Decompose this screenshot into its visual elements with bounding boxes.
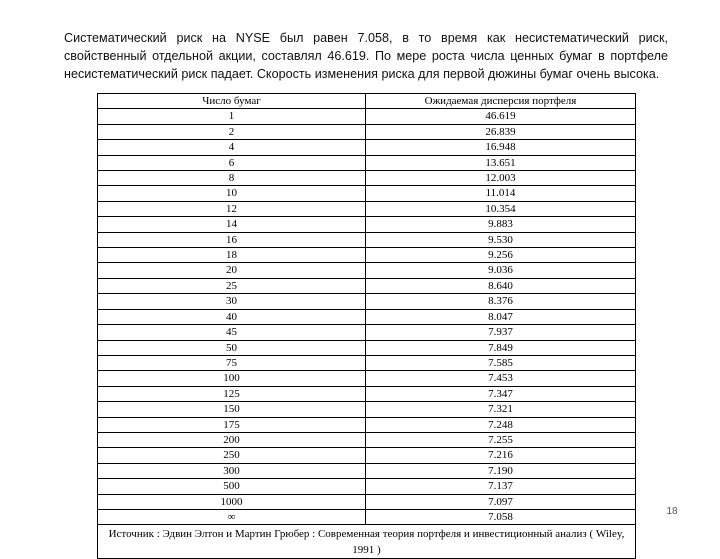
page-number: 18 (666, 506, 678, 517)
table-row (98, 340, 636, 355)
securities-count-cell: 200 (98, 432, 366, 447)
table-row (98, 278, 636, 293)
variance-cell: 13.651 (366, 155, 636, 170)
variance-cell: 9.036 (366, 263, 636, 278)
table-row (98, 171, 636, 186)
variance-cell: 10.354 (366, 201, 636, 216)
variance-cell: 7.058 (366, 509, 636, 524)
table-row (98, 479, 636, 494)
variance-cell: 7.321 (366, 402, 636, 417)
securities-count-cell: 4 (98, 140, 366, 155)
table-row (98, 155, 636, 170)
variance-cell: 7.216 (366, 448, 636, 463)
securities-count-cell: 50 (98, 340, 366, 355)
securities-count-cell: 250 (98, 448, 366, 463)
table-row (98, 509, 636, 524)
variance-cell: 8.047 (366, 309, 636, 324)
variance-cell: 7.937 (366, 325, 636, 340)
table-row (98, 355, 636, 370)
securities-count-cell: 125 (98, 386, 366, 401)
table-row (98, 371, 636, 386)
variance-cell: 12.003 (366, 171, 636, 186)
securities-count-cell: 12 (98, 201, 366, 216)
securities-count-cell: 40 (98, 309, 366, 324)
securities-count-cell: 150 (98, 402, 366, 417)
securities-count-cell: 20 (98, 263, 366, 278)
securities-count-cell: 45 (98, 325, 366, 340)
securities-count-cell: 25 (98, 278, 366, 293)
table-header-row (98, 94, 636, 109)
variance-cell: 9.883 (366, 217, 636, 232)
securities-count-cell: 6 (98, 155, 366, 170)
table-row (98, 448, 636, 463)
variance-cell: 7.248 (366, 417, 636, 432)
securities-count-cell: ∞ (98, 509, 366, 524)
securities-count-cell: 14 (98, 217, 366, 232)
variance-cell: 9.530 (366, 232, 636, 247)
column-header-variance: Ожидаемая дисперсия портфеля (366, 94, 636, 109)
variance-cell: 46.619 (366, 109, 636, 124)
table-row (98, 417, 636, 432)
table-row (98, 432, 636, 447)
variance-cell: 7.190 (366, 463, 636, 478)
intro-paragraph: Систематический риск на NYSE был равен 7.058, в то время как несистематический риск, свойственный отдельной акции, составлял 46.619. По мере роста числа ценных бумаг в портфеле несистематический риск падает. Скорость изменения риска для первой дюжины бумаг очень высока. (64, 30, 668, 81)
securities-count-cell: 300 (98, 463, 366, 478)
securities-count-cell: 30 (98, 294, 366, 309)
table-row (98, 386, 636, 401)
table-row (98, 402, 636, 417)
variance-cell: 7.255 (366, 432, 636, 447)
table-row (98, 248, 636, 263)
securities-count-cell: 18 (98, 248, 366, 263)
table-row (98, 309, 636, 324)
variance-cell: 8.376 (366, 294, 636, 309)
securities-count-cell: 175 (98, 417, 366, 432)
securities-count-cell: 500 (98, 479, 366, 494)
variance-cell: 26.839 (366, 124, 636, 139)
table-row (98, 232, 636, 247)
table-row (98, 140, 636, 155)
variance-cell: 7.849 (366, 340, 636, 355)
column-header-securities: Число бумаг (98, 94, 366, 109)
table-row (98, 201, 636, 216)
variance-cell: 16.948 (366, 140, 636, 155)
source-citation: Источник : Эдвин Элтон и Мартин Грюбер : Современная теория портфеля и инвестиционный анализ ( Wiley, 1991 ) (98, 525, 636, 559)
securities-count-cell: 100 (98, 371, 366, 386)
table-row (98, 263, 636, 278)
securities-count-cell: 1 (98, 109, 366, 124)
table-row (98, 217, 636, 232)
table-row (98, 494, 636, 509)
table-row (98, 124, 636, 139)
variance-cell: 7.585 (366, 355, 636, 370)
securities-count-cell: 8 (98, 171, 366, 186)
securities-count-cell: 2 (98, 124, 366, 139)
variance-cell: 7.097 (366, 494, 636, 509)
securities-count-cell: 1000 (98, 494, 366, 509)
securities-count-cell: 75 (98, 355, 366, 370)
securities-count-cell: 16 (98, 232, 366, 247)
table-row (98, 294, 636, 309)
variance-cell: 8.640 (366, 278, 636, 293)
table-body (98, 109, 636, 525)
portfolio-variance-table (97, 93, 636, 559)
variance-cell: 9.256 (366, 248, 636, 263)
table-row (98, 109, 636, 124)
table-row (98, 325, 636, 340)
table-row (98, 463, 636, 478)
variance-cell: 7.347 (366, 386, 636, 401)
variance-cell: 7.137 (366, 479, 636, 494)
table-row (98, 186, 636, 201)
securities-count-cell: 10 (98, 186, 366, 201)
variance-cell: 11.014 (366, 186, 636, 201)
source-row (98, 525, 636, 559)
variance-cell: 7.453 (366, 371, 636, 386)
